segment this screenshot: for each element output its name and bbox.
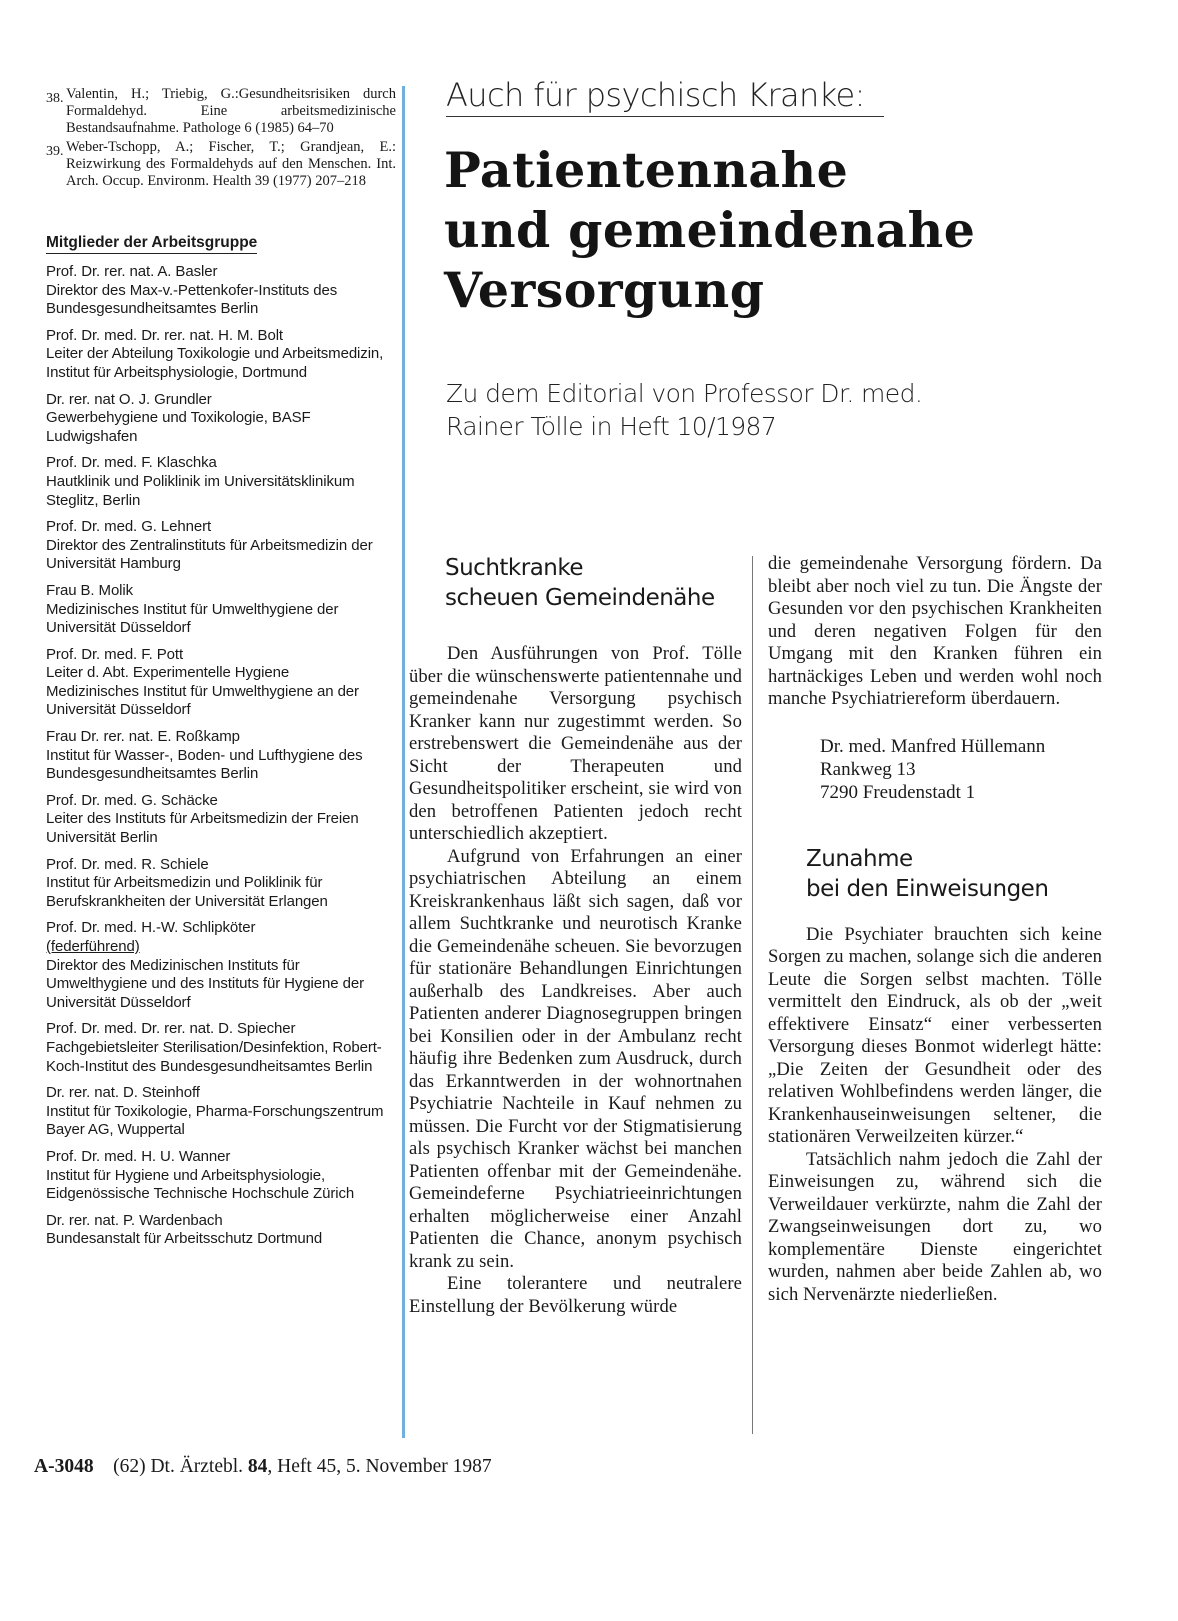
member-name: Prof. Dr. med. H.-W. Schlipköter [46,919,256,937]
volume-number: 84 [247,1456,268,1477]
member-name: Prof. Dr. med. H. U. Wanner [46,1147,231,1165]
reference-text: Valentin, H.; Triebig, G.:Gesundheitsrisiken durch Formaldehyd. Eine arbeitsmedizinische Bestandsaufnahme. Pathologe 6 (1985) 64–70 [66,86,396,136]
issue-suffix: , Heft 45, 5. November 1987 [267,1456,492,1477]
signature-name: Dr. med. Manfred Hüllemann [820,735,1046,757]
member-entry [46,1212,396,1249]
member-entry [46,582,396,638]
member-entry [46,454,396,510]
member-affiliation: Leiter der Abteilung Toxikologie und Arbeitsmedizin, Institut für Arbeitsphysiologie, Dortmund [46,345,384,381]
member-affiliation: Medizinisches Institut für Umwelthygiene an der Universität Düsseldorf [46,682,359,719]
member-note: (federführend) [46,938,140,955]
member-name: Prof. Dr. med. Dr. rer. nat. H. M. Bolt [46,326,284,344]
reference-39 [46,139,396,190]
reference-text: Weber-Tschopp, A.; Fischer, T.; Grandjean, E.: Reizwirkung des Formaldehyds auf den Menschen. Int. Arch. Occup. Environm. Health 39 (1977) 207–218 [66,139,396,189]
member-entry [46,856,396,912]
member-entry [46,1020,396,1076]
member-affiliation: Leiter des Instituts für Arbeitsmedizin der Freien Universität Berlin [46,810,359,847]
member-entry [46,919,396,1012]
member-role: Leiter d. Abt. Experimentelle Hygiene [46,664,290,682]
heading-line: Zunahme [806,845,913,872]
member-name: Prof. Dr. med. G. Lehnert [46,518,212,536]
member-name: Prof. Dr. rer. nat. A. Basler [46,263,218,280]
member-name: Dr. rer. nat. D. Steinhoff [46,1084,200,1102]
heading-line: scheuen Gemeindenähe [445,585,715,611]
member-affiliation: Bundesanstalt für Arbeitsschutz Dortmund [46,1230,323,1248]
member-entry [46,646,396,720]
references-and-members-column [46,86,396,1257]
member-name: Prof. Dr. med. F. Pott [46,645,184,663]
title-line: und gemeindenahe [444,201,976,259]
title-line: Patientennahe [444,141,849,199]
reference-number: 38. [46,91,64,106]
member-name: Dr. rer. nat. P. Wardenbach [46,1211,223,1229]
subtitle-line: Zu dem Editorial von Professor Dr. med. [446,379,923,408]
letter-1-column [409,553,742,1318]
letter-2-paragraph: Die Psychiater brauchten sich keine Sorgen zu machen, solange sich die anderen Leute die Sorgen selbst machten. Tölle vermittelt den Eindruck, als ob der „weit effektivere Einsatz“ einer verbesserten Versorgung dieses Bonmot widerlegt hätte: „Die Zeiten der Gesundheit oder des relativen Wohlbefindens werden länger, die Krankenhauseinweisungen seltener, die stationären Verweilzeiten kürzer.“ [768,923,1102,1147]
heading-line: bei den Einweisungen [806,875,1049,902]
letter-2-heading [806,844,1102,904]
subtitle-line: Rainer Tölle in Heft 10/1987 [446,412,777,441]
member-entry [46,518,396,574]
letter-2-paragraph: Tatsächlich nahm jedoch die Zahl der Einweisungen zu, während sich die Verweildauer verkürzte, nahm die Zahl der Zwangseinweisungen dort zu, wo komplementäre Dienste eingerichtet wurden, nahmen aber beide Zahlen ab, wo sich Nervenärzte niederließen. [768,1148,1102,1305]
member-affiliation: Institut für Wasser-, Boden- und Lufthygiene des Bundesgesundheitsamtes Berlin [46,746,363,783]
member-entry [46,391,396,447]
letter-1-signature [820,735,1102,804]
member-entry [46,792,396,848]
page-footer [34,1456,492,1478]
member-name: Prof. Dr. med. Dr. rer. nat. D. Spiecher [46,1020,296,1038]
letter-1-heading [445,553,742,613]
member-affiliation: Direktor des Zentralinstituts für Arbeitsmedizin der Universität Hamburg [46,536,373,573]
signature-street: Rankweg 13 [820,758,916,780]
page-id: A-3048 [34,1456,94,1477]
member-affiliation: Institut für Hygiene und Arbeitsphysiologie, Eidgenössische Technische Hochschule Zürich [46,1166,355,1203]
member-name: Dr. rer. nat O. J. Grundler [46,390,212,408]
member-entry [46,728,396,784]
letter-1-paragraph: Aufgrund von Erfahrungen an einer psychiatrischen Abteilung an einem Kreiskrankenhaus läßt sich sagen, daß vor allem Suchtkranke und neurotisch Kranke die Gemeindenähe scheuen. Sie bevorzugen für stationäre Behandlungen Einrichtungen außerhalb des Landkreises. Aber auch Patienten anderer Diagnosegruppen bringen bei Konsilien oder in der Ambulanz recht häufig ihre Bedenken zum Ausdruck, durch das Erkanntwerden in der wohnortnahen Psychiatrie Nachteile in Kauf nehmen zu müssen. Die Furcht vor der Stigmatisierung als psychisch Kranker wächst bei manchen Patienten offenbar mit der Gemeindenähe. Gemeindeferne Psychiatrieeinrichtungen erhalten möglicherweise einer Anzahl Patienten die Chance, anonym psychisch krank zu sein. [409,845,742,1272]
member-affiliation: Medizinisches Institut für Umwelthygiene der Universität Düsseldorf [46,600,339,637]
article-subtitle [446,377,1126,443]
member-affiliation: Hautklinik und Poliklinik im Universitätsklinikum Steglitz, Berlin [46,472,355,509]
members-heading: Mitglieder der Arbeitsgruppe [46,234,257,254]
article-title [444,140,1124,320]
member-affiliation: Gewerbehygiene und Toxikologie, BASF Ludwigshafen [46,409,311,445]
member-name: Frau B. Molik [46,581,134,599]
member-affiliation: Direktor des Max-v.-Pettenkofer-Instituts des Bundesgesundheitsamtes Berlin [46,281,338,318]
member-entry [46,1084,396,1140]
member-entry [46,1148,396,1204]
signature-city: 7290 Freudenstadt 1 [820,781,976,803]
member-affiliation: Direktor des Medizinischen Instituts für Umwelthygiene und des Instituts für Hygiene der Universität Düsseldorf [46,956,364,1011]
reference-number: 39. [46,144,64,159]
member-affiliation: Institut für Toxikologie, Pharma-Forschungszentrum Bayer AG, Wuppertal [46,1102,384,1139]
letter-1-paragraph: Eine tolerantere und neutralere Einstellung der Bevölkerung würde [409,1273,742,1317]
reference-38 [46,86,396,137]
member-name: Prof. Dr. med. F. Klaschka [46,454,217,472]
member-entry [46,263,396,319]
title-line: Versorgung [444,261,765,319]
issue-prefix: (62) Dt. Ärztebl. [113,1456,244,1477]
article-kicker: Auch für psychisch Kranke: [446,76,884,117]
member-name: Prof. Dr. med. G. Schäcke [46,791,218,809]
member-name: Frau Dr. rer. nat. E. Roßkamp [46,728,240,746]
member-affiliation: Institut für Arbeitsmedizin und Poliklinik für Berufskrankheiten der Universität Erlangen [46,874,328,910]
member-affiliation: Fachgebietsleiter Sterilisation/Desinfektion, Robert-Koch-Institut des Bundesgesundheitsamtes Berlin [46,1038,382,1075]
member-name: Prof. Dr. med. R. Schiele [46,855,209,873]
member-entry [46,327,396,383]
heading-line: Suchtkranke [445,555,584,581]
column-divider [752,556,753,1434]
margin-rule [402,86,405,1438]
letter-1-paragraph: Den Ausführungen von Prof. Tölle über die wünschenswerte patientennahe und gemeindenahe Versorgung psychisch Kranker kann nur zugestimmt werden. So erstrebenswert die Gemeindenähe aus der Sicht der Therapeuten und Gesundheitspolitiker erscheint, sie wird von den betroffenen Patienten jedoch recht unterschiedlich akzeptiert. [409,643,742,844]
letter-1-paragraph-continued: die gemeindenahe Versorgung fördern. Da bleibt aber noch viel zu tun. Die Ängste der Gesunden vor den psychischen Krankheiten und deren negativen Folgen für den Umgang mit den Kranken führen ein hartnäckiges Leben und werden wohl noch manche Psychiatriereform überdauern. [768,553,1102,709]
letter-2-column [768,553,1102,1306]
